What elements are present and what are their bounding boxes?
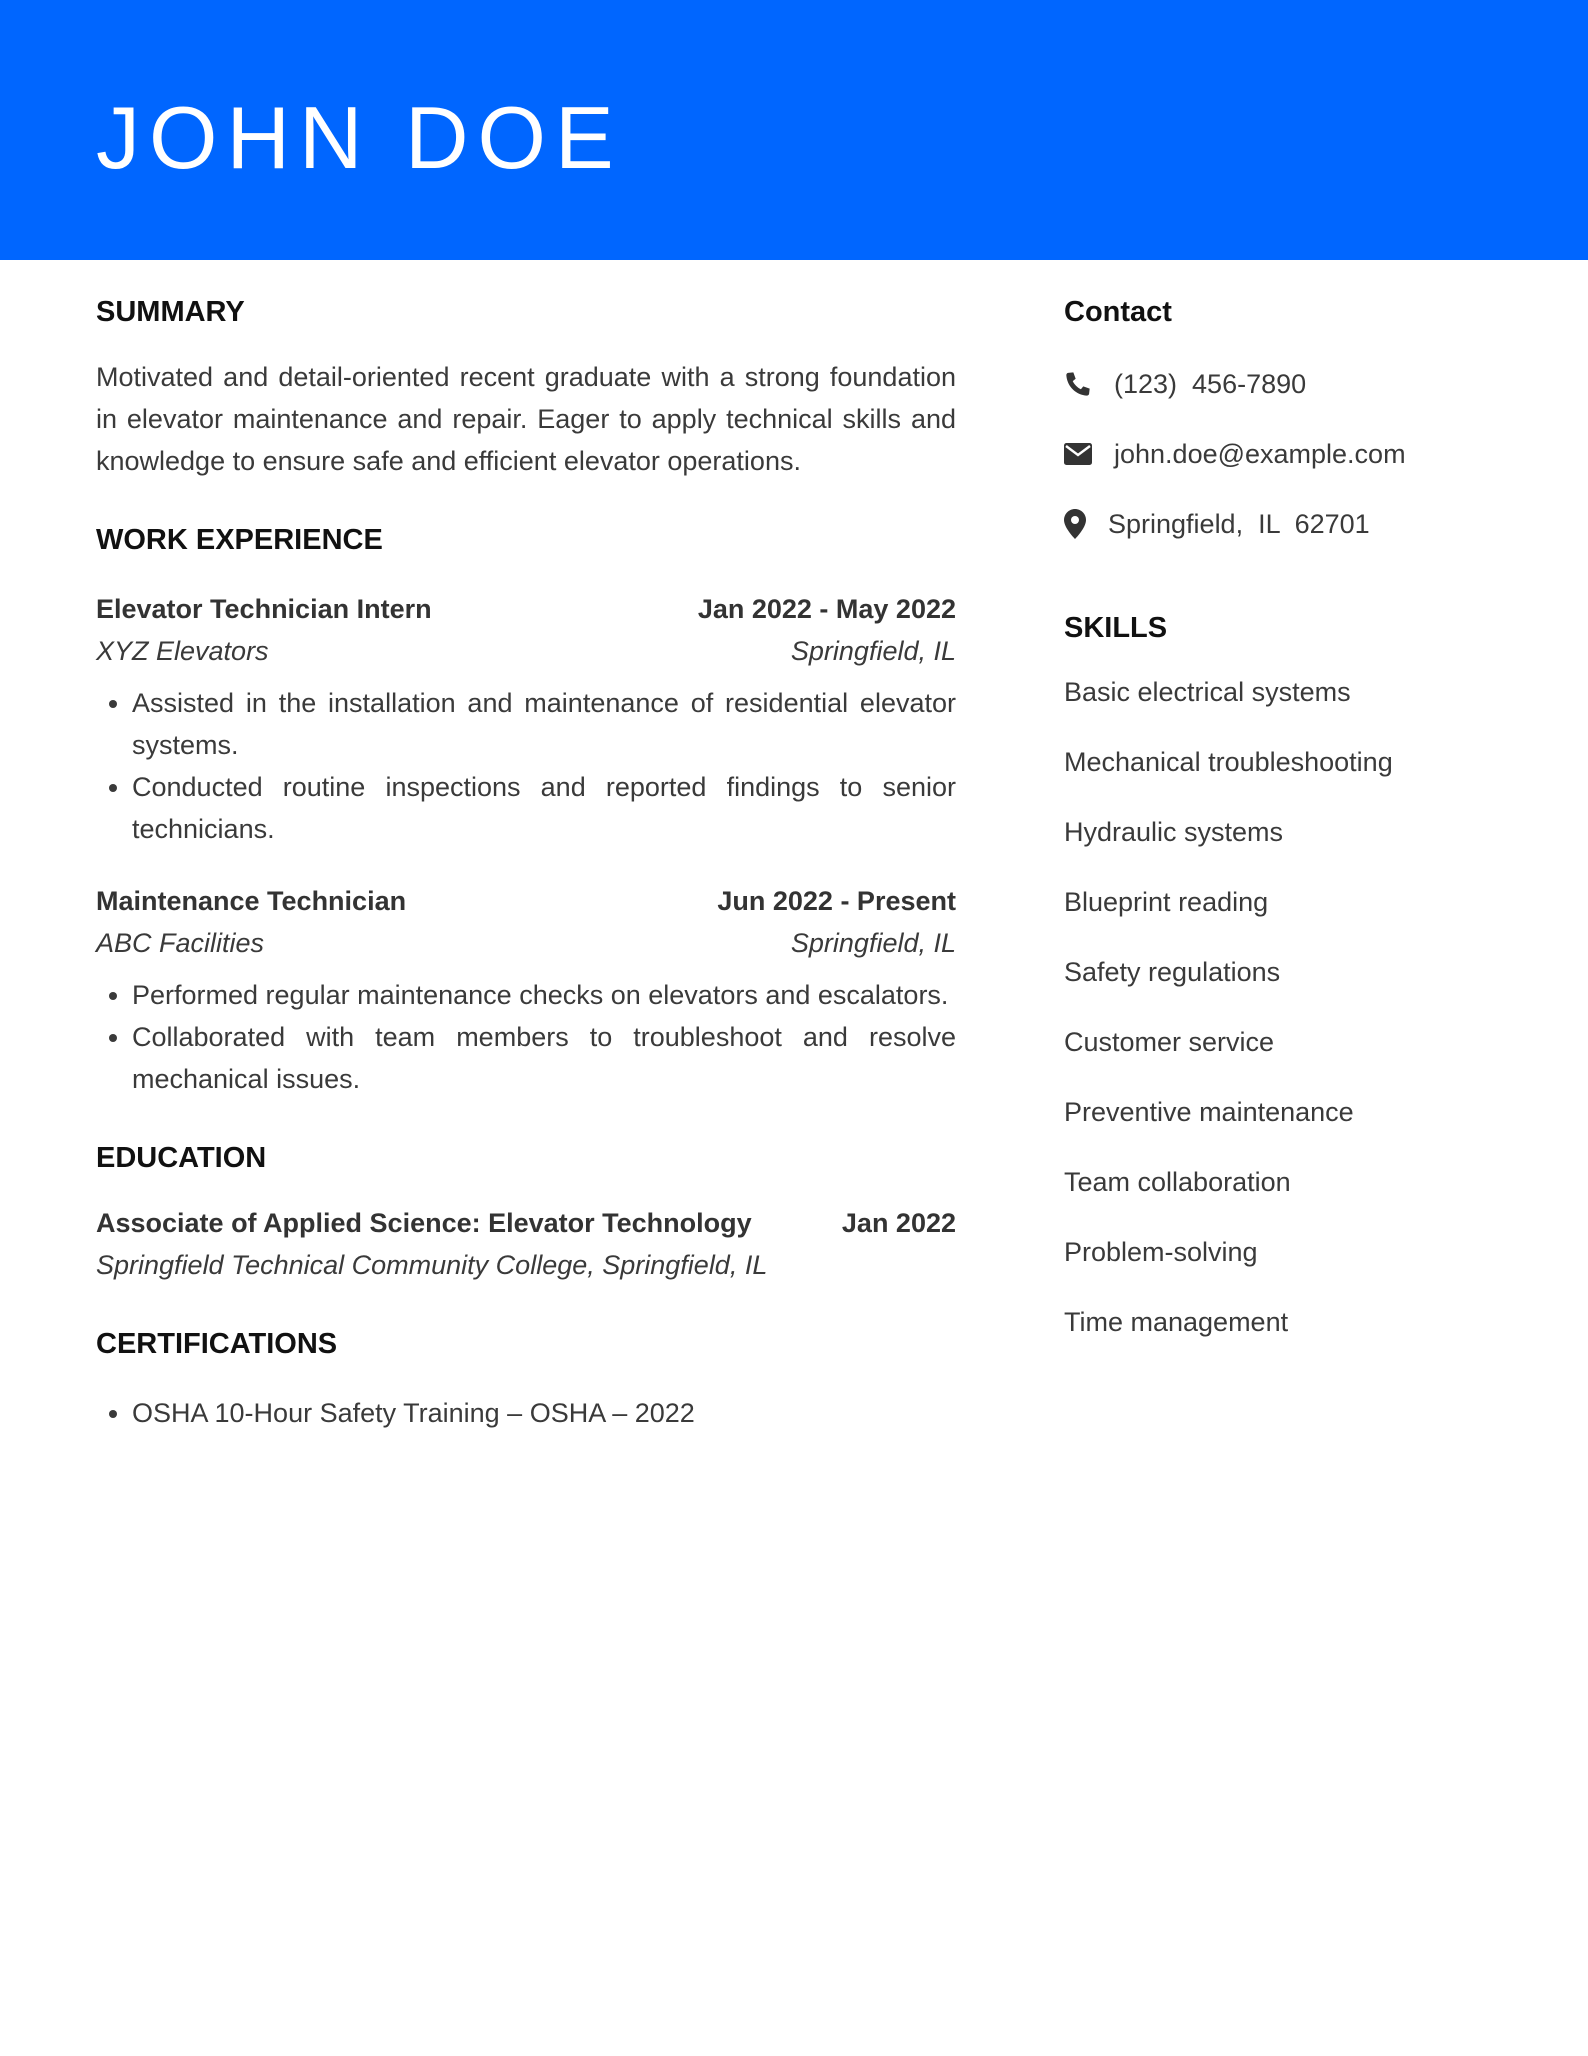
job-company: XYZ Elevators xyxy=(96,636,269,666)
list-item: • Conducted routine inspections and reported findings to senior technicians. xyxy=(132,766,956,850)
map-pin-icon xyxy=(1064,509,1088,539)
job-location: Springfield, IL xyxy=(790,636,956,666)
job-dates: Jan 2022 - May 2022 xyxy=(697,594,956,624)
education-school: Springfield Technical Community College, Springfield, IL xyxy=(96,1250,768,1280)
job-role: Elevator Technician Intern xyxy=(96,594,432,624)
list-item: Hydraulic systems xyxy=(1064,817,1284,847)
candidate-name: JOHN DOE xyxy=(96,88,623,187)
certifications-section xyxy=(96,1322,956,1434)
envelope-icon xyxy=(1064,439,1094,469)
summary-title: SUMMARY xyxy=(96,296,245,328)
list-item: • OSHA 10-Hour Safety Training – OSHA – 2022 xyxy=(132,1392,956,1434)
skills-title: SKILLS xyxy=(1064,612,1168,644)
main-column xyxy=(96,290,956,1434)
job-entry xyxy=(96,588,956,850)
education-section xyxy=(96,1136,956,1286)
list-item: Problem-solving xyxy=(1064,1237,1258,1267)
list-item: Team collaboration xyxy=(1064,1167,1291,1197)
header-banner xyxy=(0,0,1588,260)
contact-location xyxy=(1064,504,1524,544)
list-item: • Assisted in the installation and maintenance of residential elevator systems. xyxy=(132,682,956,766)
summary-text: Motivated and detail-oriented recent graduate with a strong foundation in elevator maintenance and repair. Eager to apply technical skills and knowledge to ensure safe and efficient elevator operations. xyxy=(96,362,956,476)
contact-phone xyxy=(1064,364,1524,404)
contact-phone-text: (123) 456-7890 xyxy=(1114,369,1307,399)
job-company: ABC Facilities xyxy=(96,928,265,958)
list-item: Preventive maintenance xyxy=(1064,1097,1354,1127)
job-entry xyxy=(96,880,956,1100)
certifications-title: CERTIFICATIONS xyxy=(96,1328,338,1360)
contact-email xyxy=(1064,434,1524,474)
contact-email-text: john.doe@example.com xyxy=(1114,439,1406,469)
list-item: Mechanical troubleshooting xyxy=(1064,747,1393,777)
job-role: Maintenance Technician xyxy=(96,886,407,916)
skills-list xyxy=(1064,672,1524,1342)
job-location: Springfield, IL xyxy=(790,928,956,958)
work-experience-title: WORK EXPERIENCE xyxy=(96,524,383,556)
side-column xyxy=(1064,290,1524,1342)
list-item: Basic electrical systems xyxy=(1064,677,1351,707)
education-title: EDUCATION xyxy=(96,1142,267,1174)
contact-section xyxy=(1064,290,1524,544)
education-date: Jan 2022 xyxy=(841,1208,956,1238)
skills-section xyxy=(1064,606,1524,1342)
list-item: Blueprint reading xyxy=(1064,887,1269,917)
job-bullets xyxy=(96,682,956,850)
list-item: Safety regulations xyxy=(1064,957,1281,987)
list-item: • Performed regular maintenance checks on elevators and escalators. xyxy=(132,974,956,1016)
job-bullets xyxy=(96,974,956,1100)
summary-section xyxy=(96,290,956,482)
education-degree: Associate of Applied Science: Elevator Technology xyxy=(96,1208,752,1238)
contact-title: Contact xyxy=(1064,296,1172,328)
certification-list xyxy=(96,1392,956,1434)
list-item: • Collaborated with team members to troubleshoot and resolve mechanical issues. xyxy=(132,1016,956,1100)
job-dates: Jun 2022 - Present xyxy=(717,886,956,916)
contact-location-text: Springfield, IL 62701 xyxy=(1108,509,1370,539)
work-experience-section xyxy=(96,518,956,1100)
phone-icon xyxy=(1064,369,1094,399)
list-item: Customer service xyxy=(1064,1027,1275,1057)
list-item: Time management xyxy=(1064,1307,1289,1337)
